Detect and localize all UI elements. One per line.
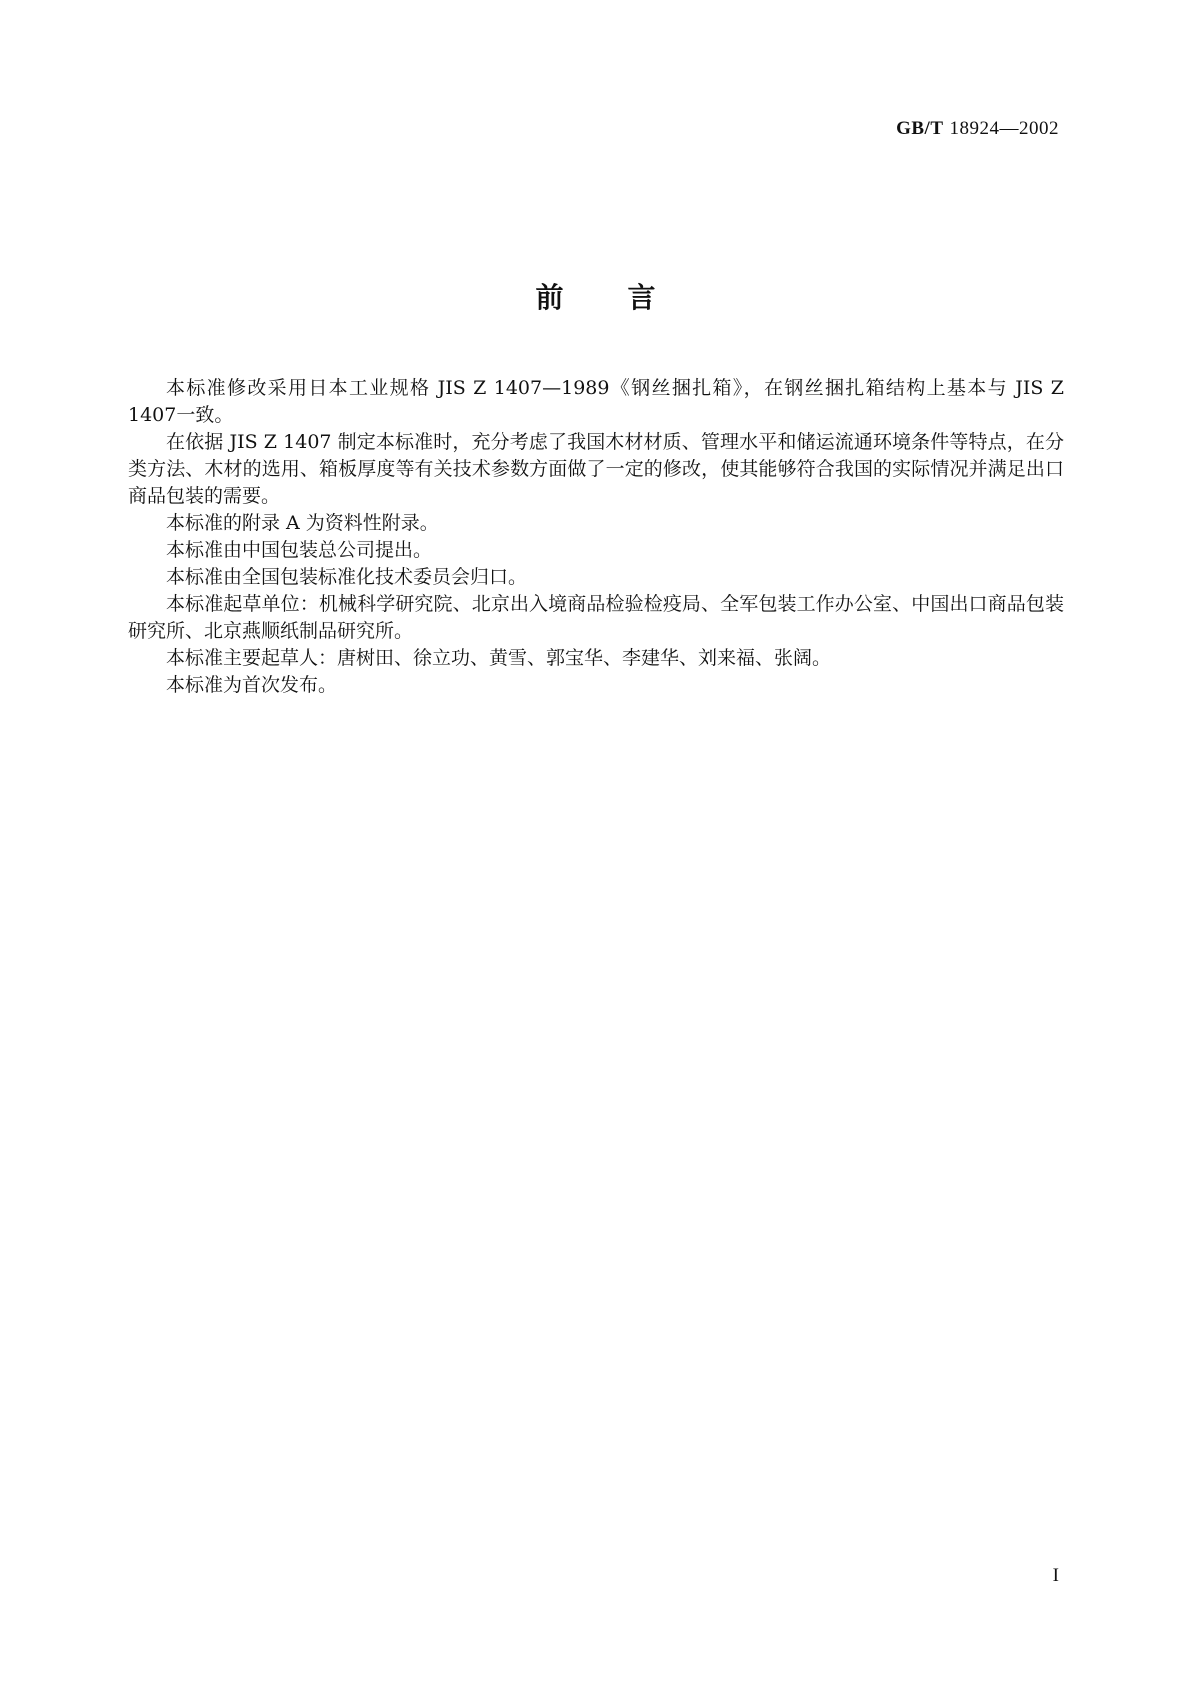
paragraph-adoption: 本标准修改采用日本工业规格 JIS Z 1407—1989《钢丝捆扎箱》，在钢丝捆扎箱结构上基本与 JIS Z 1407一致。 xyxy=(128,377,1064,426)
paragraph-modifications: 在依据 JIS Z 1407 制定本标准时，充分考虑了我国木材材质、管理水平和储运流通环境条件等特点，在分类方法、木材的选用、箱板厚度等有关技术参数方面做了一定的修改，使其能够符合我国的实际情况并满足出口商品包装的需要。 xyxy=(128,431,1064,507)
page-title: 前言 xyxy=(535,281,720,314)
paragraph-committee: 本标准由全国包装标准化技术委员会归口。 xyxy=(166,566,528,588)
standard-code-prefix: GB/T xyxy=(896,118,944,139)
paragraph-drafters: 本标准主要起草人：唐树田、徐立功、黄雪、郭宝华、李建华、刘来福、张阔。 xyxy=(166,647,832,669)
paragraph-proposer: 本标准由中国包装总公司提出。 xyxy=(166,539,433,561)
paragraph-appendix: 本标准的附录 A 为资料性附录。 xyxy=(166,512,439,534)
paragraph-first-release: 本标准为首次发布。 xyxy=(166,674,338,696)
foreword-body xyxy=(128,375,1064,699)
page-number: I xyxy=(1052,1565,1059,1586)
standard-number xyxy=(896,118,1059,140)
standard-code-number: 18924—2002 xyxy=(949,118,1059,139)
paragraph-drafting-units: 本标准起草单位：机械科学研究院、北京出入境商品检验检疫局、全军包装工作办公室、中国出口商品包装研究所、北京燕顺纸制品研究所。 xyxy=(128,593,1064,642)
